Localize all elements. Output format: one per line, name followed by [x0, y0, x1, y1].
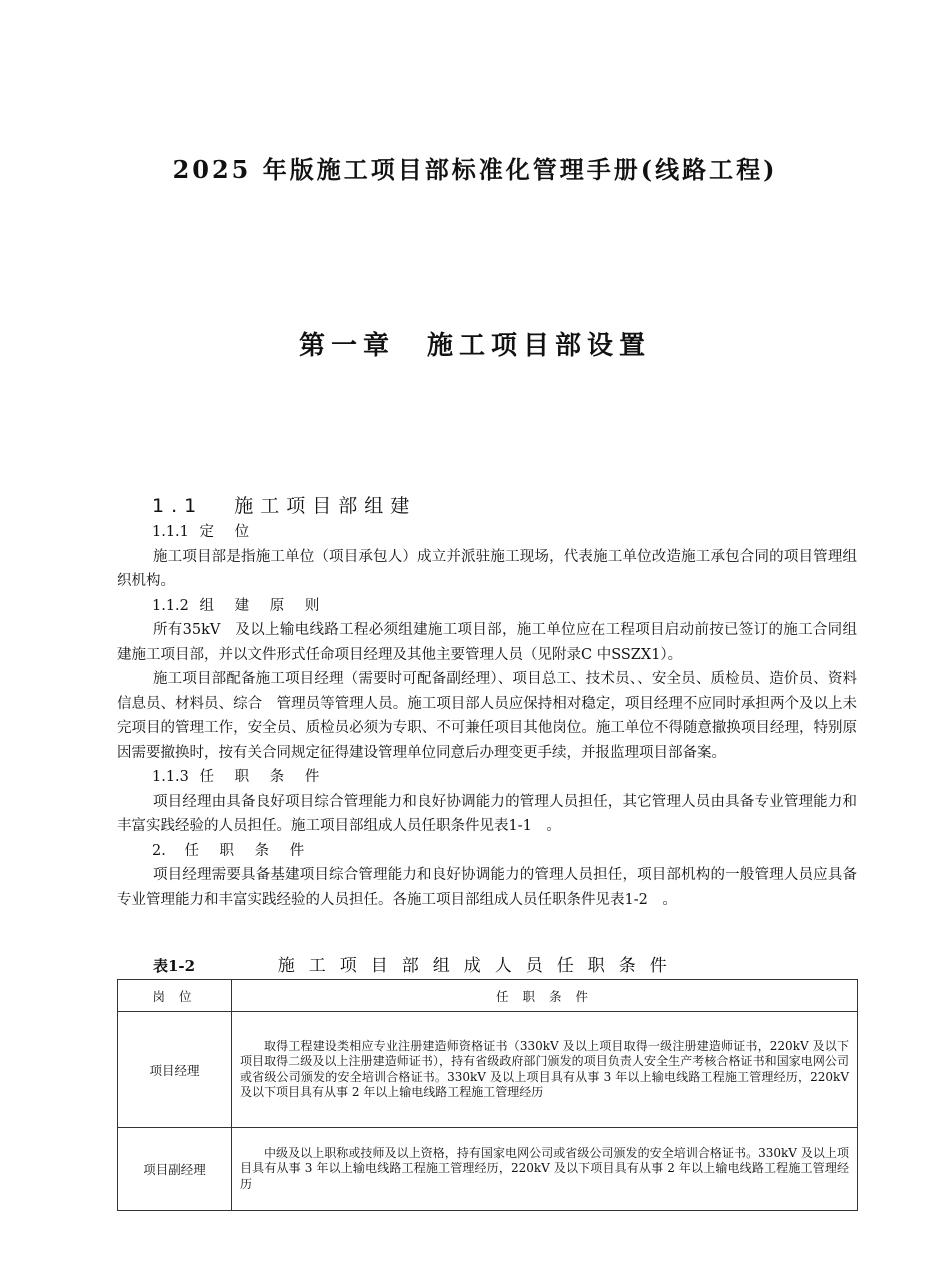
- paragraph-qualification-2: 项目经理需要具备基建项目综合管理能力和良好协调能力的管理人员担任，项目部机构的一般管理人员应具备专业管理能力和丰富实践经验的人员担任。各施工项目部组成人员任职条件见表1-2 。: [117, 867, 857, 908]
- table-header-condition: 任 职 条 件: [232, 980, 858, 1012]
- paragraph-qualification: 项目经理由具备良好项目综合管理能力和良好协调能力的管理人员担任，其它管理人员由具备专业管理能力和丰富实践经验的人员担任。施工项目部组成人员任职条件见表1-1 。: [117, 793, 857, 834]
- table-row: [118, 1128, 858, 1211]
- subsection-title: 任 职 条 件: [184, 842, 313, 859]
- subsection-title: 组 建 原 则: [199, 597, 328, 614]
- section-number: 1.1: [152, 495, 204, 517]
- subsection-number: 2.: [152, 842, 166, 859]
- paragraph-principle-2: 施工项目部配备施工项目经理（需要时可配备副经理）、项目总工、技术员、、安全员、质检员、造价员、资料信息员、材料员、综合 管理员等管理人员。施工项目部人员应保持相对稳定，项目经理不应同时承担两个及以上未完项目的管理工作，安全员、质检员必须为专职、不可兼任项目其他岗位。施工单位不得随意撤换项目经理，特别原因需要撤换时，按有关合同规定征得建设管理单位同意后办理变更手续，并报监理项目部备案。: [117, 671, 857, 761]
- table-header-row: [118, 980, 858, 1012]
- subsection-number: 1.1.3: [152, 769, 189, 785]
- table-number: 表1-2: [153, 957, 196, 975]
- qualification-table: [117, 979, 858, 1211]
- subsection-heading-2: [117, 839, 857, 864]
- subsection-heading-1-1-2: [117, 594, 857, 619]
- table-cell-condition: 中级及以上职称或技师及以上资格，持有国家电网公司或省级公司颁发的安全培训合格证书。330kV 及以上项目具有从事 3 年以上输电线路工程施工管理经历，220kV 及以下项目具有从事 2 年以上输电线路工程施工管理经历: [232, 1128, 858, 1211]
- section-heading-1-1: [117, 492, 857, 520]
- table-cell-condition: 取得工程建设类相应专业注册建造师资格证书（330kV 及以上项目取得一级注册建造师证书，220kV 及以下项目取得二级及以上注册建造师证书），持有省级政府部门颁发的项目负责人安全生产考核合格证书和国家电网公司或省级公司颁发的安全培训合格证书。330kV 及以上项目具有从事 3 年以上输电线路工程施工管理经历，220kV 及以下项目具有从事 2 年以上输电线路工程施工管理经历: [232, 1012, 858, 1128]
- document-title: 2025 年版施工项目部标准化管理手册(线路工程): [172, 155, 778, 184]
- subsection-number: 1.1.2: [152, 597, 189, 614]
- paragraph-positioning: 施工项目部是指施工单位（项目承包人）成立并派驻施工现场，代表施工单位改造施工承包合同的项目管理组织机构。: [117, 548, 857, 589]
- table-caption: [153, 951, 713, 976]
- table-title: 施工项目部组成人员任职条件: [277, 956, 681, 976]
- table-cell-role: 项目经理: [118, 1012, 232, 1128]
- subsection-heading-1-1-1: [117, 520, 857, 545]
- chapter-title: 第一章 施工项目部设置: [298, 331, 651, 361]
- subsection-heading-1-1-3: [117, 765, 857, 790]
- table-cell-role: 项目副经理: [118, 1128, 232, 1211]
- subsection-title: 任 职 条 件: [199, 769, 328, 785]
- section-title: 施工项目部组建: [234, 495, 417, 517]
- subsection-title: 定 位: [199, 524, 258, 540]
- table-row: [118, 1012, 858, 1128]
- section-body: [117, 492, 857, 912]
- paragraph-principle-1: 所有35kV 及以上输电线路工程必须组建施工项目部，施工单位应在工程项目启动前按已签订的施工合同组建施工项目部，并以文件形式任命项目经理及其他主要管理人员（见附录C 中SSZX1）。: [117, 622, 857, 663]
- table-header-role: 岗 位: [118, 980, 232, 1012]
- subsection-number: 1.1.1: [152, 524, 189, 540]
